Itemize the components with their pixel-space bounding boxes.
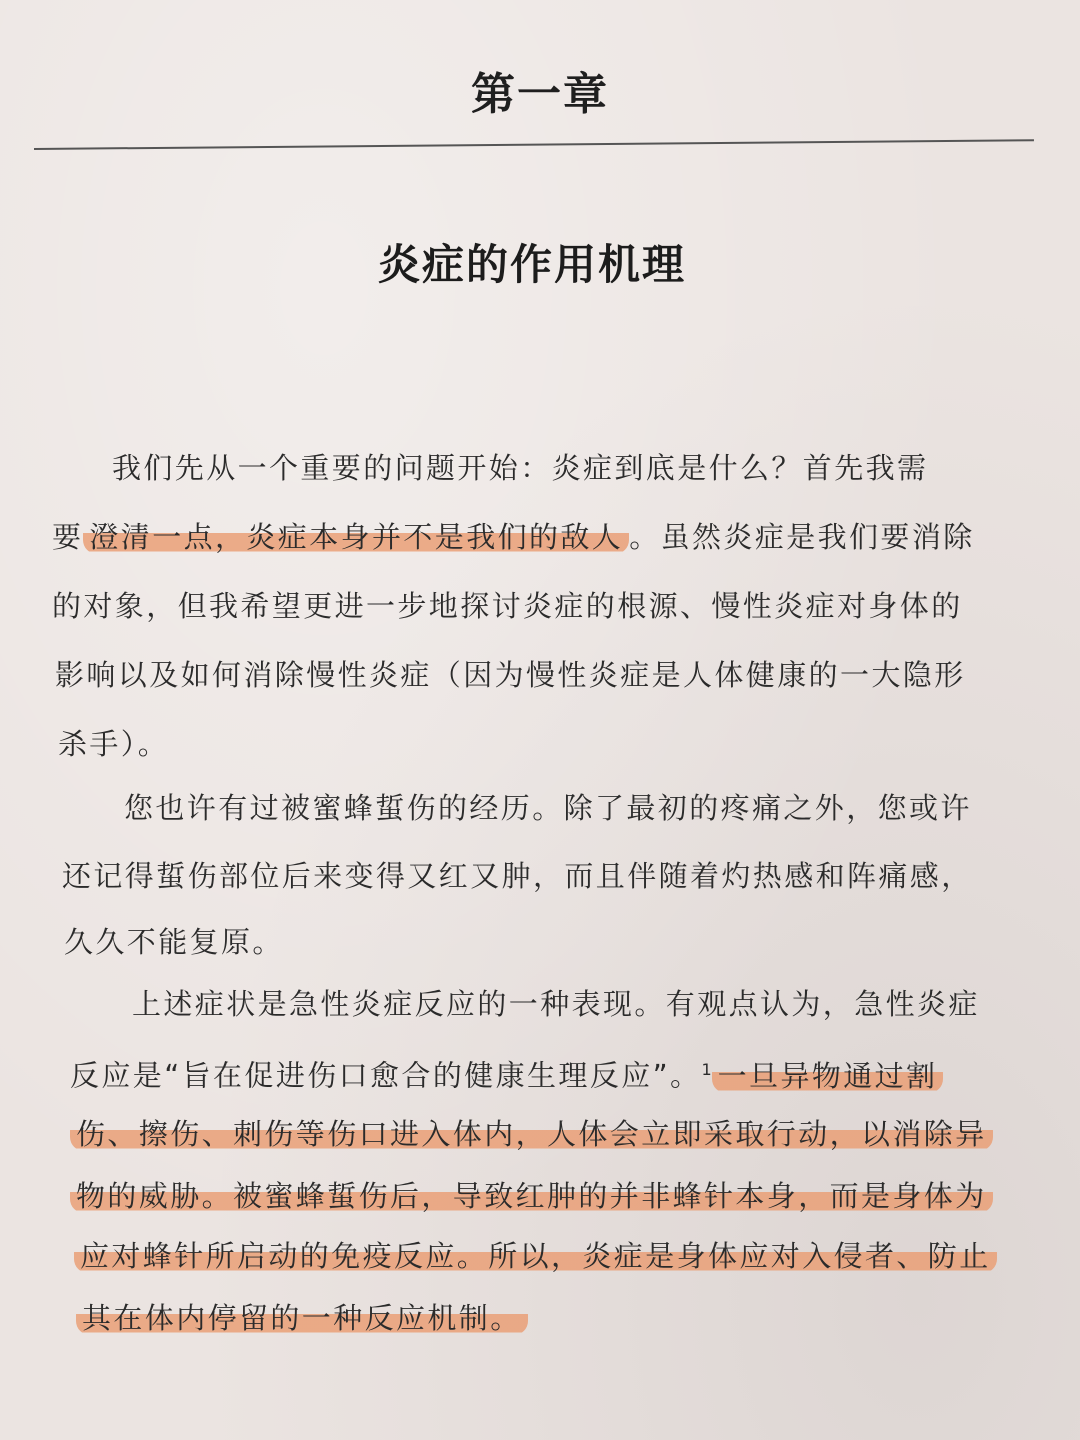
- header-divider: [34, 139, 1034, 150]
- paragraph-2-line-1: 您也许有过被蜜蜂蜇伤的经历。除了最初的疼痛之外，您或许: [124, 791, 972, 825]
- highlighted-text: 澄清一点，炎症本身并不是我们的敌人: [83, 520, 629, 554]
- highlighted-text: 应对蜂针所启动的免疫反应。所以，炎症是身体应对入侵者、防止: [74, 1239, 997, 1273]
- paragraph-3-line-4: [70, 1176, 993, 1216]
- highlighted-text: 其在体内停留的一种反应机制。: [76, 1301, 528, 1335]
- chapter-heading: 第一章: [471, 69, 609, 120]
- paragraph-1-line-4: 影响以及如何消除慢性炎症（因为慢性炎症是人体健康的一大隐形: [55, 658, 966, 692]
- paragraph-3-line-5: [74, 1236, 997, 1276]
- paragraph-2-line-3: 久久不能复原。: [64, 925, 284, 959]
- section-title: 炎症的作用机理: [377, 240, 686, 289]
- paragraph-3-line-3: [70, 1114, 993, 1154]
- text-segment: 。虽然炎症是我们要消除: [629, 520, 975, 554]
- paragraph-3-line-1: 上述症状是急性炎症反应的一种表现。有观点认为，急性炎症: [132, 987, 980, 1021]
- text-segment: 反应是“旨在促进伤口愈合的健康生理反应”。: [70, 1058, 702, 1093]
- paragraph-1-line-1: 我们先从一个重要的问题开始：炎症到底是什么？首先我需: [112, 451, 929, 485]
- paragraph-1-line-2: [52, 517, 975, 557]
- highlighted-text: 一旦异物通过割: [712, 1059, 944, 1093]
- footnote-marker: 1: [701, 1060, 712, 1079]
- paragraph-3-line-2: [70, 1050, 943, 1096]
- highlighted-text: 伤、擦伤、刺伤等伤口进入体内，人体会立即采取行动，以消除异: [70, 1117, 993, 1151]
- highlighted-text: 物的威胁。被蜜蜂蜇伤后，导致红肿的并非蜂针本身，而是身体为: [70, 1179, 993, 1213]
- paragraph-2-line-2: 还记得蜇伤部位后来变得又红又肿，而且伴随着灼热感和阵痛感，: [62, 859, 973, 893]
- paragraph-3-line-6: [76, 1298, 528, 1338]
- paragraph-1-line-3: 的对象，但我希望更进一步地探讨炎症的根源、慢性炎症对身体的: [52, 589, 963, 623]
- text-segment: 要: [52, 520, 84, 554]
- paragraph-1-line-5: 杀手）。: [58, 727, 170, 761]
